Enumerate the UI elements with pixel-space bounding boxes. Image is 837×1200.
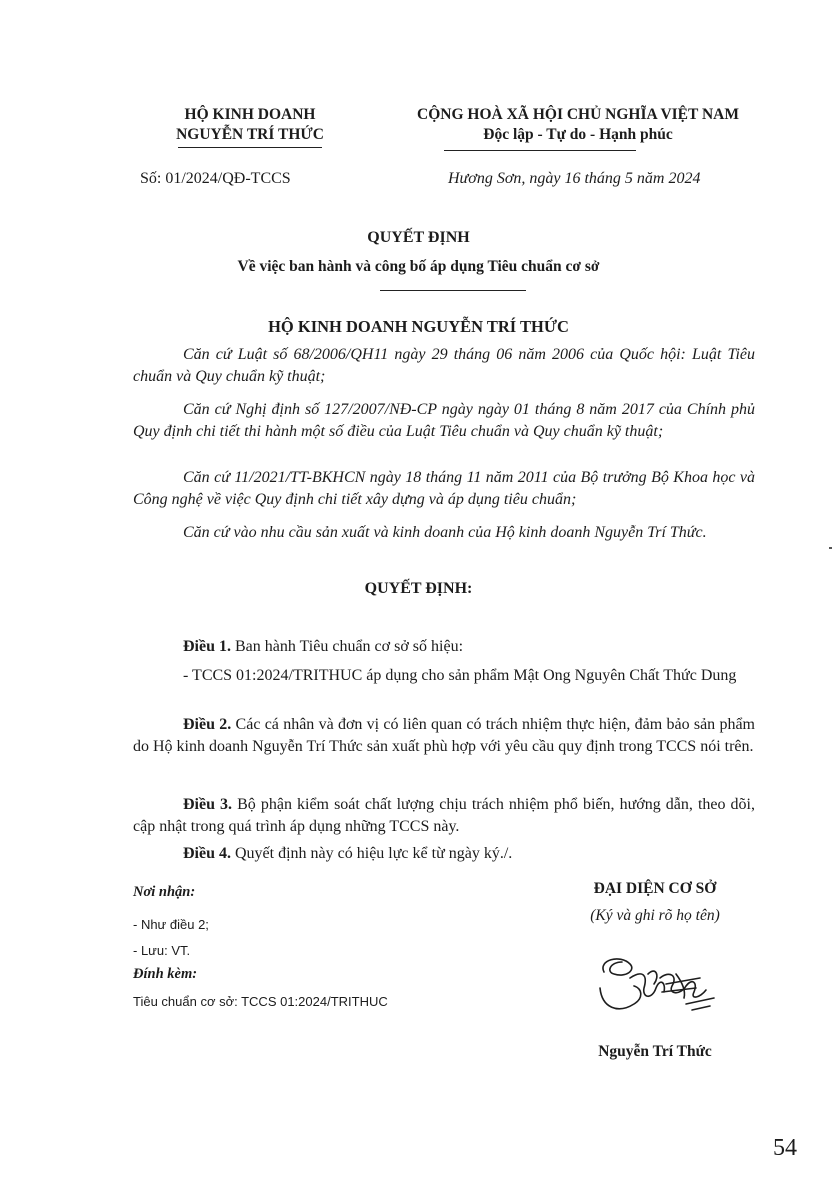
article-1 (133, 636, 755, 658)
article-label: Điều 3. (183, 796, 233, 813)
org-name-line1: HỘ KINH DOANH (184, 106, 316, 123)
org-name-line2: NGUYỄN TRÍ THỨC (176, 126, 324, 143)
decision-heading: QUYẾT ĐỊNH: (364, 580, 473, 597)
scan-speck (829, 547, 832, 549)
article-text: Bộ phận kiểm soát chất lượng chịu trách nhiệm phổ biến, hướng dẫn, theo dõi, cập nhật trong quá trình áp dụng những TCCS này. (133, 796, 755, 835)
article-3 (133, 794, 755, 838)
subject-underline (380, 290, 526, 291)
org-underline (178, 147, 322, 148)
article-text: - TCCS 01:2024/TRITHUC áp dụng cho sản phẩm Mật Ong Nguyên Chất Thức Dung (183, 667, 737, 684)
recipient-item: - Như điều 2; (133, 917, 209, 932)
national-motto: Độc lập - Tự do - Hạnh phúc (483, 126, 673, 143)
motto-underline (444, 150, 636, 151)
place-date: Hương Sơn, ngày 16 tháng 5 năm 2024 (448, 170, 701, 187)
article-label: Điều 1. (183, 638, 231, 655)
article-4 (133, 843, 755, 865)
article-label: Điều 4. (183, 845, 231, 862)
national-title: CỘNG HOÀ XÃ HỘI CHỦ NGHĨA VIỆT NAM (417, 106, 739, 123)
handwritten-signature (590, 948, 720, 1028)
signature-note: (Ký và ghi rõ họ tên) (590, 907, 720, 924)
legal-basis-1: Căn cứ Luật số 68/2006/QH11 ngày 29 tháng 06 năm 2006 của Quốc hội: Luật Tiêu chuẩn và Quy chuẩn kỹ thuật; (133, 346, 755, 385)
representative-title: ĐẠI DIỆN CƠ SỞ (593, 880, 717, 897)
attachments-label: Đính kèm: (133, 966, 198, 982)
attachment-item: Tiêu chuẩn cơ sở: TCCS 01:2024/TRITHUC (133, 994, 388, 1009)
signer-name: Nguyễn Trí Thức (598, 1043, 712, 1060)
recipients-label: Nơi nhận: (133, 884, 196, 900)
recipient-item: - Lưu: VT. (133, 943, 191, 958)
article-2 (133, 714, 755, 758)
legal-basis-2: Căn cứ Nghị định số 127/2007/NĐ-CP ngày ngày 01 tháng 8 năm 2017 của Chính phủ Quy định chi tiết thi hành một số điều của Luật Tiêu chuẩn và Quy chuẩn kỹ thuật; (133, 401, 755, 440)
article-text: Các cá nhân và đơn vị có liên quan có trách nhiệm thực hiện, đảm bảo sản phẩm do Hộ kinh doanh Nguyễn Trí Thức sản xuất phù hợp với yêu cầu quy định trong TCCS nói trên. (133, 716, 755, 755)
article-1-item (133, 665, 755, 687)
article-label: Điều 2. (183, 716, 232, 733)
legal-basis-4: Căn cứ vào nhu cầu sản xuất và kinh doanh của Hộ kinh doanh Nguyễn Trí Thức. (183, 524, 707, 541)
page-number: 54 (773, 1135, 797, 1161)
document-subject: Về việc ban hành và công bố áp dụng Tiêu chuẩn cơ sở (237, 258, 600, 275)
article-text: Quyết định này có hiệu lực kể từ ngày ký./. (231, 845, 513, 862)
legal-basis-3: Căn cứ 11/2021/TT-BKHCN ngày 18 tháng 11 năm 2011 của Bộ trưởng Bộ Khoa học và Công nghệ về việc Quy định chi tiết xây dựng và áp dụng tiêu chuẩn; (133, 469, 755, 508)
article-text: Ban hành Tiêu chuẩn cơ sở số hiệu: (231, 638, 464, 655)
issuing-entity: HỘ KINH DOANH NGUYỄN TRÍ THỨC (268, 317, 569, 336)
document-title: QUYẾT ĐỊNH (367, 229, 470, 246)
document-number: Số: 01/2024/QĐ-TCCS (140, 170, 291, 187)
